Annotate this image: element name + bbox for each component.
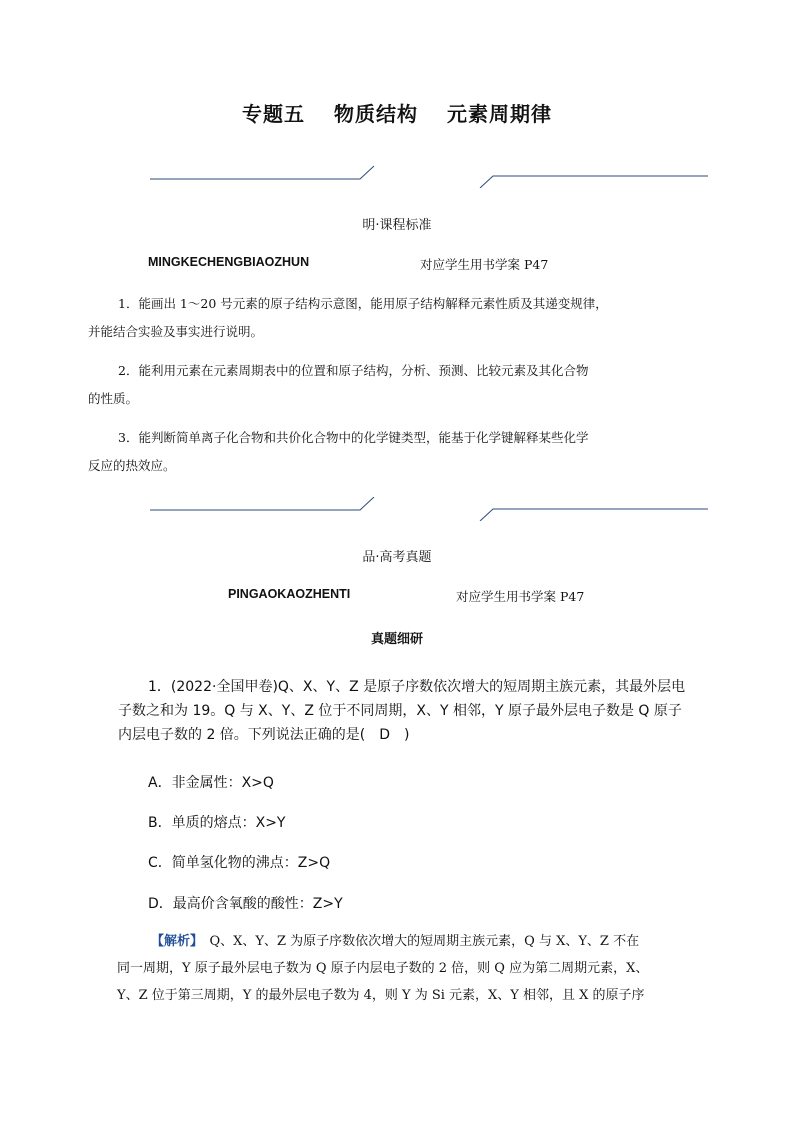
section-heading-course-standard: 明·课程标准	[362, 218, 432, 233]
question-line-1: 1．(2022·全国甲卷)Q、X、Y、Z 是原子序数依次增大的短周期主族元素，其最外层电	[148, 679, 686, 695]
analysis-block	[118, 928, 648, 1009]
analysis-line-3: Y、Z 位于第三周期，Y 的最外层电子数为 4，则 Y 为 Si 元素，X、Y 相邻，且 X 的原子序	[117, 988, 645, 1003]
option-b: B．单质的熔点：X>Y	[148, 815, 286, 831]
question-stem	[118, 675, 685, 747]
question-line-3: 内层电子数的 2 倍。下列说法正确的是( D )	[118, 727, 410, 743]
document-title: 专题五 物质结构 元素周期律	[242, 102, 552, 126]
standard-item-1-line2: 并能结合实验及事实进行说明。	[88, 324, 264, 339]
option-d: D．最高价含氧酸的酸性：Z>Y	[148, 896, 343, 912]
standard-item-1	[88, 290, 608, 346]
question-line-2: 子数之和为 19。Q 与 X、Y、Z 位于不同周期，X、Y 相邻，Y 原子最外层电子数是 Q 原子	[118, 703, 682, 719]
option-c: C．简单氢化物的沸点：Z>Q	[148, 855, 331, 871]
standard-item-3	[88, 424, 589, 480]
standard-item-3-line2: 反应的热效应。	[88, 458, 176, 473]
analysis-text-1: Q、X、Y、Z 为原子序数依次增大的短周期主族元素，Q 与 X、Y、Z 不在	[196, 934, 640, 949]
section-divider-1	[0, 164, 794, 188]
subsection-heading: 真题细研	[370, 632, 423, 647]
section-divider-2	[0, 497, 794, 521]
section-page-reference-2: 对应学生用书学案 P47	[456, 589, 585, 604]
standard-item-2-line1: 2．能利用元素在元素周期表中的位置和原子结构，分析、预测、比较元素及其化合物	[118, 363, 589, 378]
analysis-line-2: 同一周期，Y 原子最外层电子数为 Q 原子内层电子数的 2 倍，则 Q 应为第二周期元素，X、	[117, 961, 649, 976]
analysis-label: 【解析】	[151, 934, 197, 949]
analysis-line-1	[151, 928, 648, 955]
standard-item-2	[88, 357, 589, 413]
section-pinyin-2: PINGAOKAOZHENTI	[228, 587, 351, 601]
standard-item-2-line2: 的性质。	[88, 391, 139, 406]
section-page-reference: 对应学生用书学案 P47	[420, 257, 549, 272]
standard-item-3-line1: 3．能判断简单离子化合物和共价化合物中的化学键类型，能基于化学键解释某些化学	[118, 430, 589, 445]
option-a: A．非金属性：X>Q	[148, 775, 274, 791]
section-heading-exam-questions: 品·高考真题	[362, 550, 432, 565]
section-pinyin: MINGKECHENGBIAOZHUN	[148, 255, 310, 269]
standard-item-1-line1: 1．能画出 1～20 号元素的原子结构示意图，能用原子结构解释元素性质及其递变规律，	[118, 296, 608, 311]
